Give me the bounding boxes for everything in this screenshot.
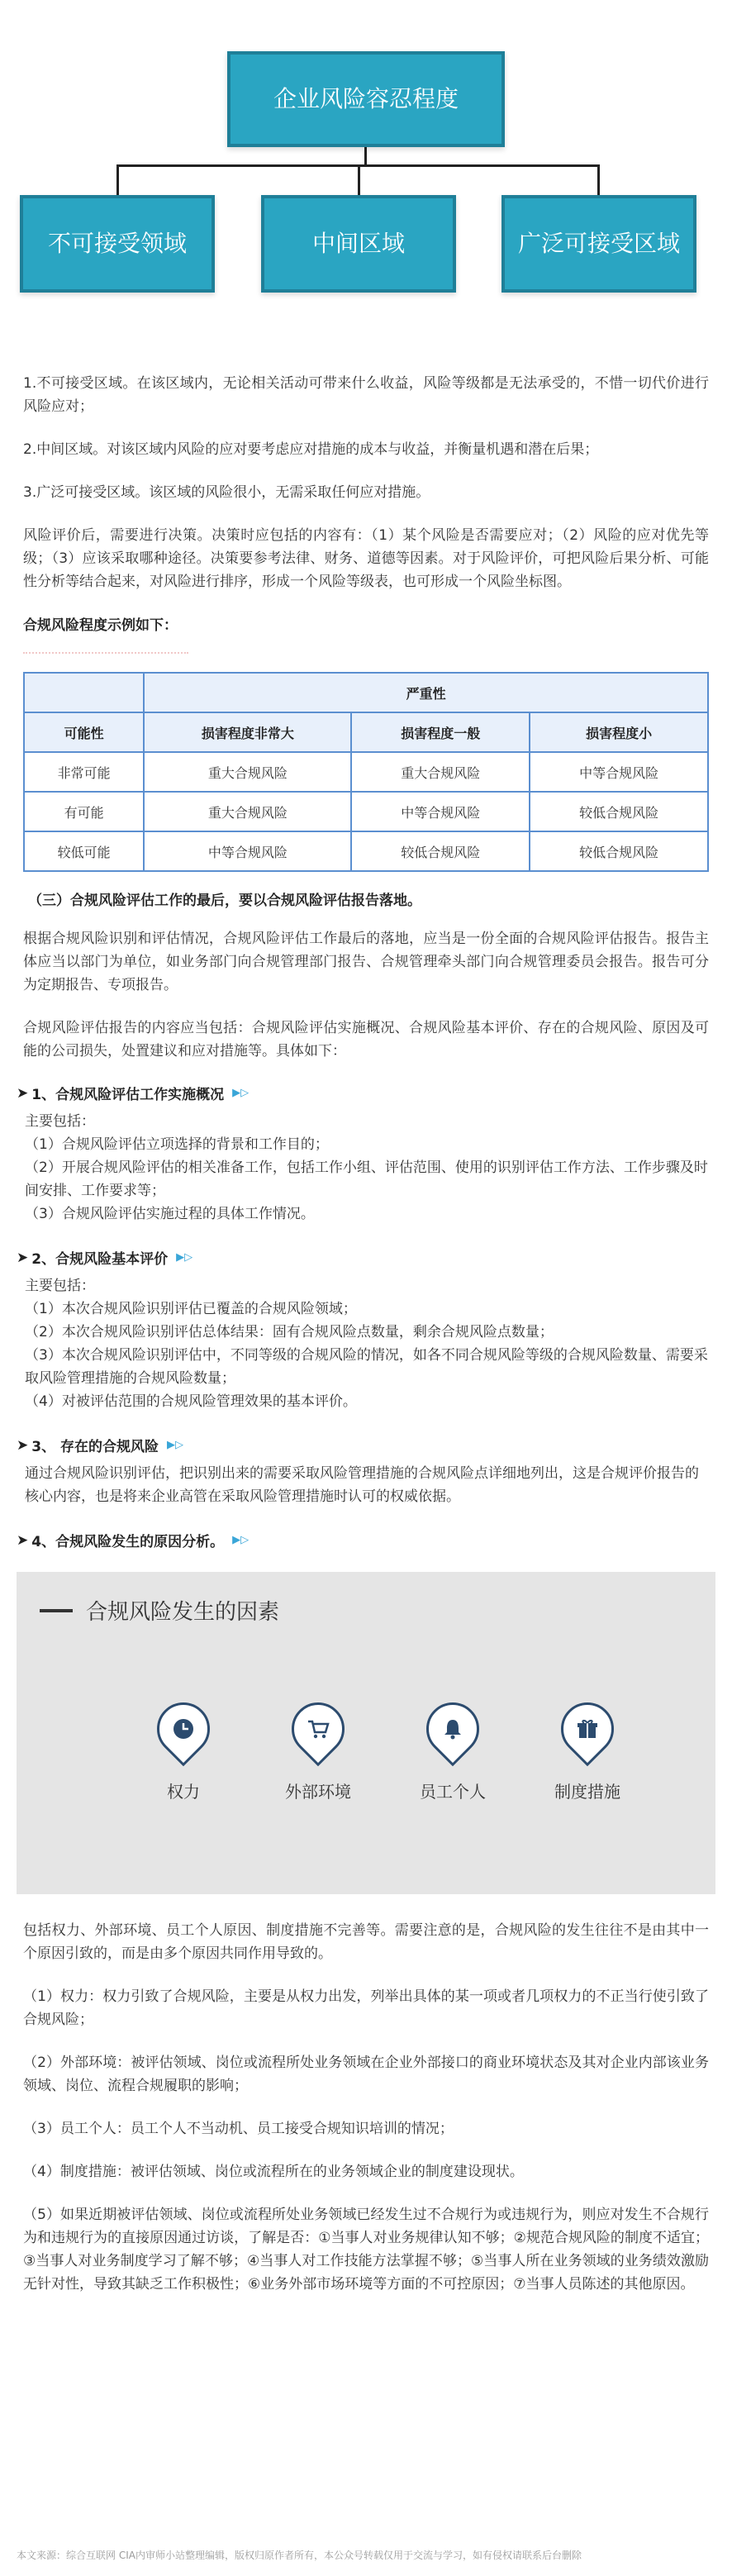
arrow-icon: ➤ (17, 1436, 29, 1454)
section-existing-risks (17, 1435, 709, 1508)
table-cell: 中等合规风险 (530, 752, 708, 792)
section-title (17, 1435, 709, 1455)
factor-label: 权力 (167, 1782, 200, 1802)
section-cause-analysis (17, 1530, 709, 1550)
row-label: 非常可能 (24, 752, 144, 792)
connector-line (358, 164, 360, 195)
list-line: （2）开展合规风险评估的相关准备工作，包括工作小组、评估范围、使用的识别评估工作方法、工作步骤及时间安排、工作要求等； (25, 1159, 708, 1199)
table-header-col: 损害程度非常大 (144, 712, 351, 752)
intro-paragraph: 3.广泛可接受区域。该区域的风险很小，无需采取任何应对措施。 (23, 484, 430, 501)
row-label: 较低可能 (24, 831, 144, 871)
causes-paragraph: （4）制度措施：被评估领域、岗位或流程所在的业务领域企业的制度建设现状。 (23, 2164, 524, 2180)
factors-title-text: 合规风险发生的因素 (86, 1600, 280, 1625)
play-icon: ▶▷ (232, 1087, 250, 1099)
table-cell: 中等合规风险 (144, 831, 351, 871)
connector-line (364, 147, 367, 165)
decorative-divider (23, 652, 188, 657)
diagram-unacceptable-box: 不可接受领域 (20, 195, 215, 293)
risk-factors-panel (17, 1572, 715, 1894)
factors-title (40, 1595, 279, 1626)
causes-paragraph: （3）员工个人：员工个人不当动机、员工接受合规知识培训的情况； (23, 2121, 454, 2137)
report-paragraph: 根据合规风险识别和评估情况，合规风险评估工作最后的落地，应当是一份全面的合规风险评估报告。报告主体应当以部门为单位，如业务部门向合规管理部门报告、合规管理牵头部门向合规管理委员会报告。报告可分为定期报告、专项报告。 (23, 931, 709, 993)
list-line: （4）对被评估范围的合规风险管理效果的基本评价。 (25, 1393, 357, 1410)
table-heading: 合规风险程度示例如下： (23, 617, 178, 634)
report-heading: （三）合规风险评估工作的最后，要以合规风险评估报告落地。 (28, 893, 421, 909)
table-cell: 重大合规风险 (144, 752, 351, 792)
table-cell: 较低合规风险 (530, 792, 708, 831)
section-title-text: 4、合规风险发生的原因分析。 (31, 1534, 225, 1550)
section-title-text: 3、 存在的合规风险 (31, 1439, 159, 1455)
arrow-icon: ➤ (17, 1249, 29, 1266)
list-line: 通过合规风险识别评估，把识别出来的需要采取风险管理措施的合规风险点详细地列出，这是合规评价报告的核心内容，也是将来企业高管在采取风险管理措施时认可的权威依据。 (25, 1465, 699, 1505)
report-contents (0, 1083, 732, 1550)
list-line: 主要包括： (25, 1113, 95, 1130)
diagram-acceptable-box: 广泛可接受区域 (501, 195, 696, 293)
intro-paragraph: 风险评价后，需要进行决策。决策时应包括的内容有：（1）某个风险是否需要应对；（2）风险的应对优先等级；（3）应该采取哪种途径。决策要参考法律、财务、道德等因素。对于风险评价，可把风险后果分析、可能性分析等结合起来，对风险进行排序，形成一个风险等级表，也可形成一个风险坐标图。 (23, 527, 709, 590)
table-row (24, 792, 708, 831)
risk-table-wrap (0, 652, 732, 872)
arrow-icon: ➤ (17, 1531, 29, 1549)
report-section (0, 888, 732, 1063)
diagram-root-box: 企业风险容忍程度 (227, 51, 505, 147)
table-cell: 较低合规风险 (351, 831, 530, 871)
section-title (17, 1083, 709, 1103)
factor-environment (273, 1702, 364, 1802)
causes-paragraph: 包括权力、外部环境、员工个人原因、制度措施不完善等。需要注意的是，合规风险的发生往往不是由其中一个原因引致的，而是由多个原因共同作用导致的。 (23, 1922, 709, 1962)
source-footer: 本文来源：综合互联网 CIA内审师小站整理编辑，版权归原作者所有，本公众号转载仅用于交流与学习，如有侵权请联系后台删除 (17, 2550, 582, 2561)
section-title-text: 2、合规风险基本评价 (31, 1251, 169, 1268)
section-title-text: 1、合规风险评估工作实施概况 (31, 1087, 225, 1103)
clock-icon (146, 1692, 221, 1767)
factor-power (138, 1702, 229, 1802)
section-overview (17, 1083, 709, 1226)
risk-tolerance-diagram (0, 0, 732, 331)
section-title (17, 1247, 709, 1268)
table-corner-cell (24, 673, 144, 712)
factor-label: 员工个人 (420, 1782, 486, 1802)
section-title (17, 1530, 709, 1550)
gift-icon (550, 1692, 625, 1767)
play-icon: ▶▷ (232, 1534, 250, 1546)
table-header-likelihood: 可能性 (24, 712, 144, 752)
table-header-col: 损害程度一般 (351, 712, 530, 752)
report-paragraph: 合规风险评估报告的内容应当包括：合规风险评估实施概况、合规风险基本评价、存在的合规风险、原因及可能的公司损失，处置建议和应对措施等。具体如下： (23, 1020, 709, 1059)
factor-label: 外部环境 (285, 1782, 351, 1802)
risk-level-table (23, 672, 709, 872)
connector-line (597, 164, 600, 195)
list-line: （1）本次合规风险识别评估已覆盖的合规风险领域； (25, 1301, 357, 1317)
intro-paragraph: 2.中间区域。对该区域内风险的应对要考虑应对措施的成本与收益，并衡量机遇和潜在后果； (23, 441, 599, 458)
intro-section (0, 372, 732, 634)
list-line: （2）本次合规风险识别评估总体结果：固有合规风险点数量，剩余合规风险点数量； (25, 1324, 554, 1340)
list-line: （3）本次合规风险识别评估中，不同等级的合规风险的情况，如各不同合规风险等级的合规风险数量、需要采取风险管理措施的合规风险数量； (25, 1347, 708, 1387)
table-cell: 重大合规风险 (351, 752, 530, 792)
bell-icon (416, 1692, 491, 1767)
table-row (24, 752, 708, 792)
title-dash (40, 1609, 73, 1612)
table-cell: 重大合规风险 (144, 792, 351, 831)
table-row (24, 831, 708, 871)
intro-paragraph: 1.不可接受区域。在该区域内，无论相关活动可带来什么收益，风险等级都是无法承受的，不惜一切代价进行风险应对； (23, 375, 709, 415)
factor-system (542, 1702, 633, 1802)
connector-line (116, 164, 119, 195)
row-label: 有可能 (24, 792, 144, 831)
factor-label: 制度措施 (554, 1782, 620, 1802)
section-evaluation (17, 1247, 709, 1413)
cart-icon (281, 1692, 356, 1767)
causes-paragraph: （2）外部环境：被评估领域、岗位或流程所处业务领域在企业外部接口的商业环境状态及其对企业内部该业务领域、岗位、流程合规履职的影响； (23, 2055, 709, 2094)
table-header-severity: 严重性 (144, 673, 708, 712)
play-icon: ▶▷ (176, 1251, 193, 1264)
table-cell: 中等合规风险 (351, 792, 530, 831)
list-line: （3）合规风险评估实施过程的具体工作情况。 (25, 1206, 315, 1222)
factor-employee (407, 1702, 498, 1802)
list-line: 主要包括： (25, 1278, 95, 1294)
causes-section (0, 1919, 732, 2296)
table-header-col: 损害程度小 (530, 712, 708, 752)
arrow-icon: ➤ (17, 1084, 29, 1102)
play-icon: ▶▷ (167, 1439, 183, 1451)
list-line: （1）合规风险评估立项选择的背景和工作目的； (25, 1136, 329, 1153)
causes-paragraph: （1）权力：权力引致了合规风险，主要是从权力出发，列举出具体的某一项或者几项权力的不正当行使引致了合规风险； (23, 1988, 709, 2028)
causes-paragraph: （5）如果近期被评估领域、岗位或流程所处业务领域已经发生过不合规行为或违规行为，则应对发生不合规行为和违规行为的直接原因通过访谈，了解是否：①当事人对业务规律认知不够；②规范合规风险的制度不适宜；③当事人对业务制度学习了解不够；④当事人对工作技能方法掌握不够；⑤当事人所在业务领域的业务绩效激励无针对性，导致其缺乏工作积极性；⑥业务外部市场环境等方面的不可控原因；⑦当事人员陈述的其他原因。 (23, 2207, 709, 2293)
diagram-middle-box: 中间区域 (261, 195, 456, 293)
table-cell: 较低合规风险 (530, 831, 708, 871)
